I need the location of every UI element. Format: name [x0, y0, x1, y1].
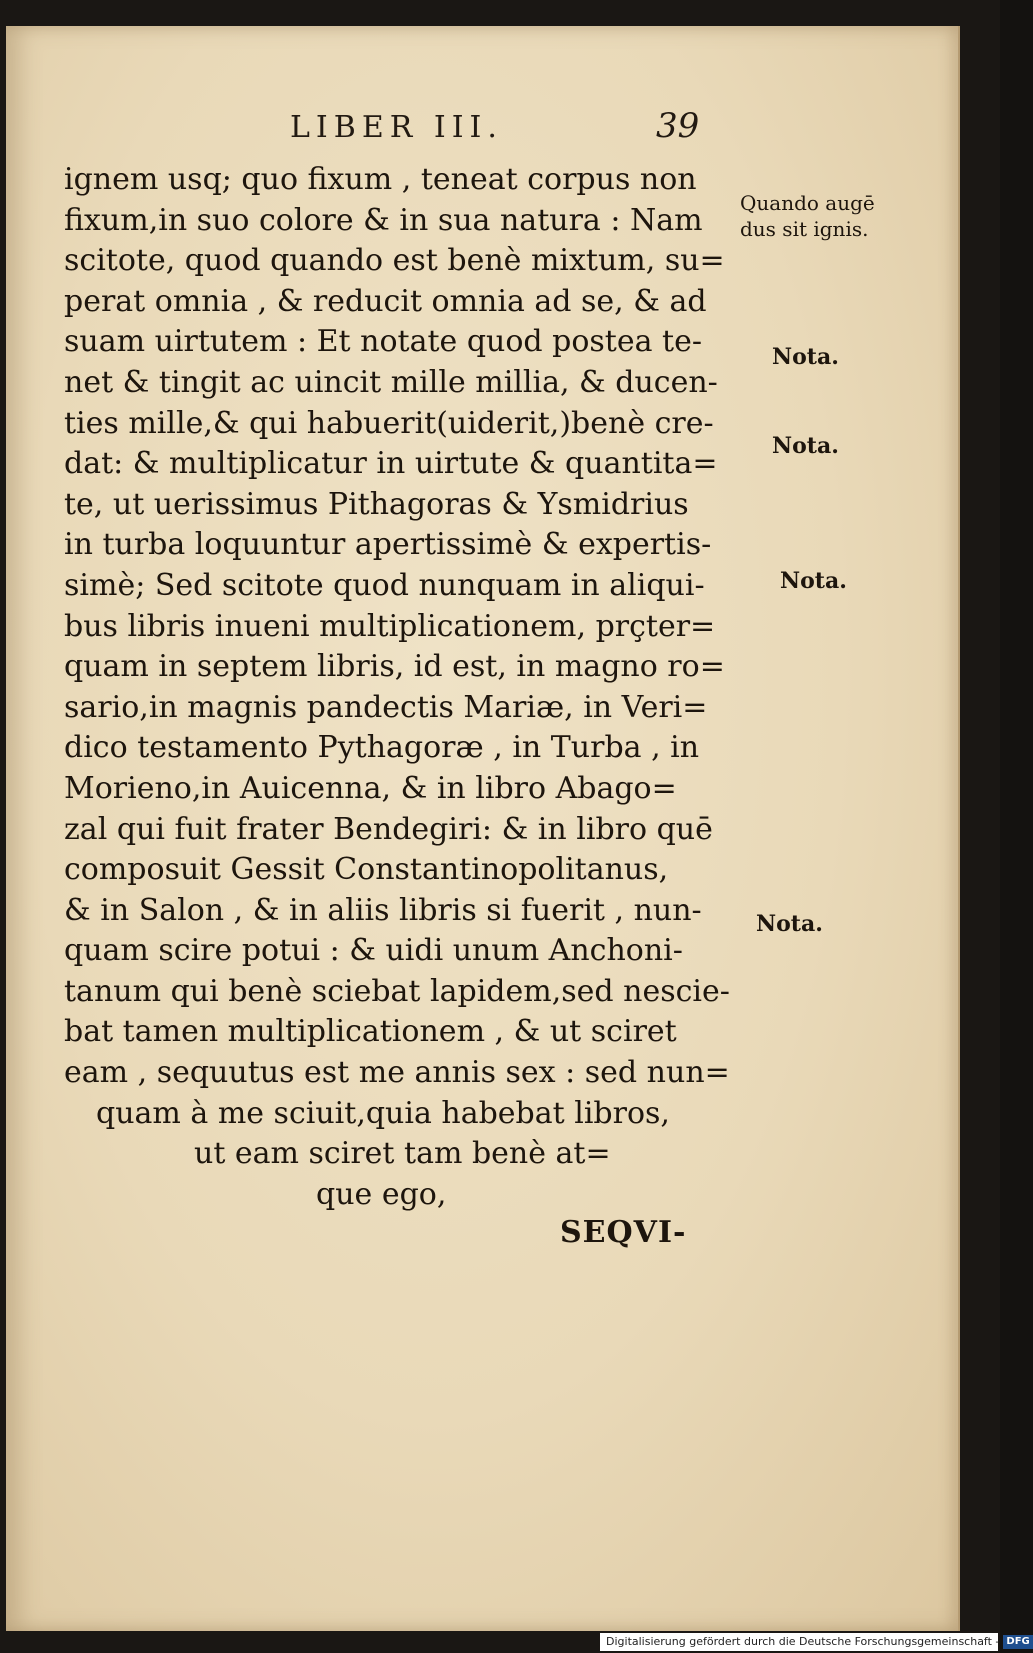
text-line: bus libris inueni multiplicationem, prçter= — [64, 608, 716, 644]
text-line: & in Salon , & in aliis libris si fuerit , nun- — [64, 892, 702, 928]
text-line: que ego, — [316, 1176, 447, 1212]
body-text — [64, 160, 734, 1215]
text-line: net & tingit ac uincit mille millia, & ducen- — [64, 364, 718, 400]
text-line: ties mille,& qui habuerit(uiderit,)benè cre- — [64, 405, 714, 441]
text-line: ut eam sciret tam benè at= — [194, 1136, 611, 1172]
marginal-note-nota: Nota. — [780, 568, 847, 594]
text-line: bat tamen multiplicationem , & ut sciret — [64, 1014, 677, 1050]
text-line: zal qui fuit frater Bendegiri: & in libro quē — [64, 811, 713, 847]
text-line: eam , sequutus est me annis sex : sed nun= — [64, 1055, 730, 1091]
catchword: SEQVI- — [560, 1215, 687, 1250]
text-line: quam in septem libris, id est, in magno ro= — [64, 649, 725, 685]
marginal-note-quando — [740, 190, 875, 242]
text-line: simè; Sed scitote quod nunquam in aliqui- — [64, 567, 705, 603]
text-line: tanum qui benè sciebat lapidem,sed nescie- — [64, 973, 730, 1009]
running-title: LIBER III. — [290, 110, 503, 145]
text-line: sario,in magnis pandectis Mariæ, in Veri= — [64, 689, 708, 725]
dfg-logo: DFG — [1003, 1635, 1032, 1649]
text-line: quam à me sciuit,quia habebat libros, — [96, 1095, 670, 1131]
text-line: Morieno,in Auicenna, & in libro Abago= — [64, 770, 677, 806]
text-line: perat omnia , & reducit omnia ad se, & ad — [64, 283, 707, 319]
text-line: suam uirtutem : Et notate quod postea te- — [64, 324, 702, 360]
text-line: quam scire potui : & uidi unum Anchoni- — [64, 933, 683, 969]
text-line: dico testamento Pythagoræ , in Turba , in — [64, 730, 700, 766]
marginal-note-nota: Nota. — [772, 344, 839, 370]
marginal-note-line: Quando augē — [740, 191, 875, 215]
text-line: ignem usq; quo fixum , teneat corpus non — [64, 162, 697, 197]
credit-text: Digitalisierung gefördert durch die Deutsche Forschungsgemeinschaft - — [606, 1635, 1000, 1648]
page-number: 39 — [656, 106, 700, 146]
marginal-note-nota: Nota. — [772, 433, 839, 459]
text-line: composuit Gessit Constantinopolitanus, — [64, 852, 669, 888]
text-line: scitote, quod quando est benè mixtum, su= — [64, 243, 725, 279]
marginal-note-line: dus sit ignis. — [740, 217, 869, 241]
text-line: te, ut uerissimus Pithagoras & Ysmidrius — [64, 486, 689, 522]
marginal-note-nota: Nota. — [756, 911, 823, 937]
digitization-credit — [600, 1633, 1030, 1651]
text-line: dat: & multiplicatur in uirtute & quantita= — [64, 446, 718, 482]
text-line: fixum,in suo colore & in sua natura : Nam — [64, 202, 703, 238]
text-line: in turba loquuntur apertissimè & expertis- — [64, 527, 712, 563]
running-header — [290, 104, 710, 152]
